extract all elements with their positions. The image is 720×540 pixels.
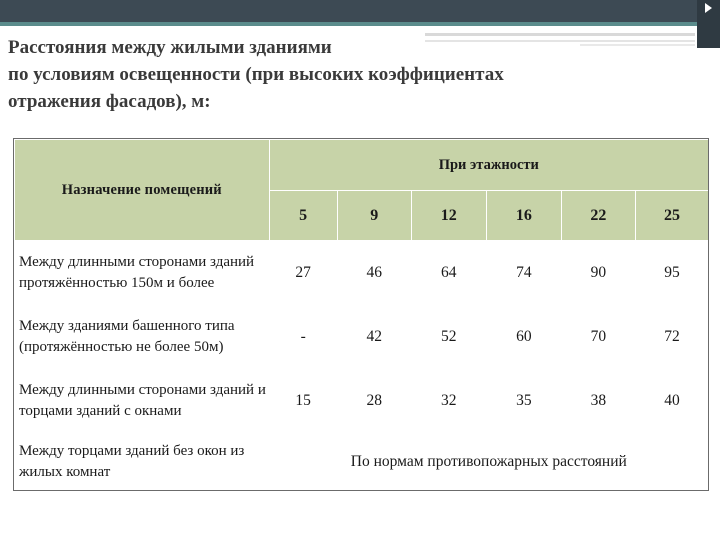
floor-header: 12 <box>411 191 486 241</box>
slide-title: Расстояния между жилыми зданиями по условиям освещенности (при высоких коэффициентах отражения фасадов), м: <box>8 37 504 112</box>
row-label: Между длинными сторонами зданий протяжённостью 150м и более <box>15 241 270 305</box>
floors-header: При этажности <box>269 140 708 191</box>
table-cell: 95 <box>635 241 708 305</box>
arrow-right-icon <box>705 3 712 13</box>
floor-header: 16 <box>486 191 561 241</box>
table-cell: 40 <box>635 369 708 433</box>
table-cell: 70 <box>561 305 635 369</box>
floor-header: 22 <box>561 191 635 241</box>
table-cell: 90 <box>561 241 635 305</box>
table-cell: 46 <box>337 241 411 305</box>
table-cell: - <box>269 305 337 369</box>
table-row <box>15 369 709 433</box>
top-accent-bar <box>0 22 720 26</box>
table-cell: 64 <box>411 241 486 305</box>
top-bar <box>0 0 720 22</box>
row-label: Между длинными сторонами зданий и торцами зданий с окнами <box>15 369 270 433</box>
floor-header: 5 <box>269 191 337 241</box>
purpose-header: Назначение помещений <box>15 140 270 241</box>
distance-table <box>14 139 709 491</box>
table-cell: 27 <box>269 241 337 305</box>
table-cell: 32 <box>411 369 486 433</box>
row-label: Между зданиями башенного типа (протяжённостью не более 50м) <box>15 305 270 369</box>
table-cell: 60 <box>486 305 561 369</box>
row-label: Между торцами зданий без окон из жилых комнат <box>15 433 270 491</box>
table-cell: 72 <box>635 305 708 369</box>
table-cell: 38 <box>561 369 635 433</box>
floor-header: 25 <box>635 191 708 241</box>
table-cell: 52 <box>411 305 486 369</box>
table-cell: 35 <box>486 369 561 433</box>
table-row <box>15 433 709 491</box>
merged-cell: По нормам противопожарных расстояний <box>269 433 708 491</box>
table-cell: 74 <box>486 241 561 305</box>
table-row <box>15 241 709 305</box>
table-cell: 15 <box>269 369 337 433</box>
table-cell: 28 <box>337 369 411 433</box>
floor-header: 9 <box>337 191 411 241</box>
table-row <box>15 305 709 369</box>
table-cell: 42 <box>337 305 411 369</box>
